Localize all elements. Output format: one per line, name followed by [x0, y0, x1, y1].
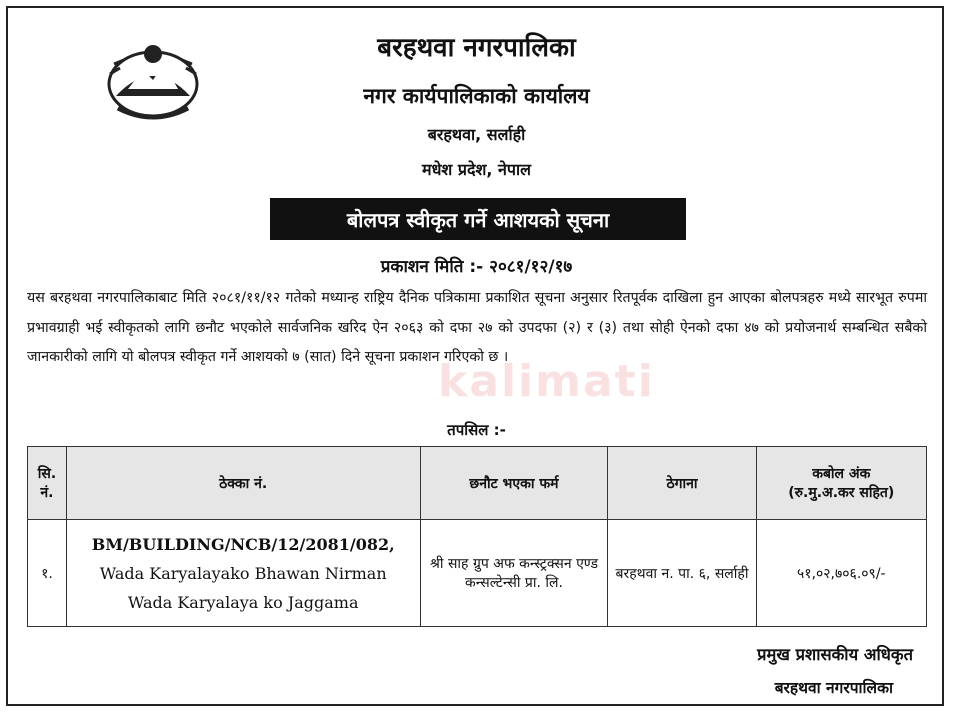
- contract-code: BM/BUILDING/NCB/12/2081/082,: [91, 534, 395, 554]
- signatory-title: प्रमुख प्रशासकीय अधिकृत: [757, 645, 913, 664]
- header-amount: [756, 447, 926, 520]
- table-header-row: [28, 447, 927, 520]
- office-location: बरहथवा, सर्लाही: [427, 125, 526, 144]
- header-contract-no: ठेक्का नं.: [66, 447, 420, 520]
- contract-line2: Wada Karyalayako Bhawan Nirman: [99, 563, 387, 583]
- header-firm: छनौट भएका फर्म: [420, 447, 608, 520]
- notice-body: यस बरहथवा नगरपालिकाबाट मिति २०८१/११/१२ गतेको मध्यान्ह राष्ट्रिय दैनिक पत्रिकामा प्रकाशित सूचना अनुसार रितपूर्वक दाखिला हुन आएका बोलपत्रहरु मध्ये सारभूत रुपमा प्रभावग्राही भई स्वीकृतको लागि छनौट भएकोले सार्वजनिक खरिद ऐन २०६३ को दफा २७ को उपदफा (२) र (३) तथा सोही ऐनको दफा ४७ को प्रयोजनार्थ सम्बन्धित सबैको जानकारीको लागि यो बोलपत्र स्वीकृत गर्ने आशयको ७ (सात) दिने सूचना प्रकाशन गरिएको छ ।: [27, 290, 927, 365]
- cell-contract: [66, 520, 420, 627]
- header-amount-line1: कबोल अंक: [812, 466, 871, 482]
- contract-line3: Wada Karyalaya ko Jaggama: [127, 592, 359, 612]
- municipality-name: बरहथवा नगरपालिका: [377, 33, 576, 63]
- publication-date: प्रकाशन मिति :- २०८१/१२/१७: [380, 257, 573, 277]
- cell-amount: ५१,०२,७०६.०९/-: [756, 520, 926, 627]
- cell-sn: १.: [28, 520, 67, 627]
- notice-title: बोलपत्र स्वीकृत गर्ने आशयको सूचना: [270, 198, 686, 240]
- cell-firm: श्री साह ग्रुप अफ कन्स्ट्रक्सन एण्ड कन्सल्टेन्सी प्रा. लि.: [420, 520, 608, 627]
- province-name: मधेश प्रदेश, नेपाल: [422, 160, 531, 179]
- details-label: तपसिल :-: [447, 421, 506, 439]
- table-row: [28, 520, 927, 627]
- watermark: kalimati: [438, 356, 655, 407]
- office-name: नगर कार्यपालिकाको कार्यालय: [363, 84, 590, 108]
- header-amount-line2: (रु.मु.अ.कर सहित): [788, 485, 895, 501]
- header-address: ठेगाना: [608, 447, 756, 520]
- header-sn: सि. नं.: [28, 447, 67, 520]
- signatory-org: बरहथवा नगरपालिका: [774, 679, 893, 697]
- tender-table: [27, 446, 927, 627]
- cell-address: बरहथवा न. पा. ६, सर्लाही: [608, 520, 756, 627]
